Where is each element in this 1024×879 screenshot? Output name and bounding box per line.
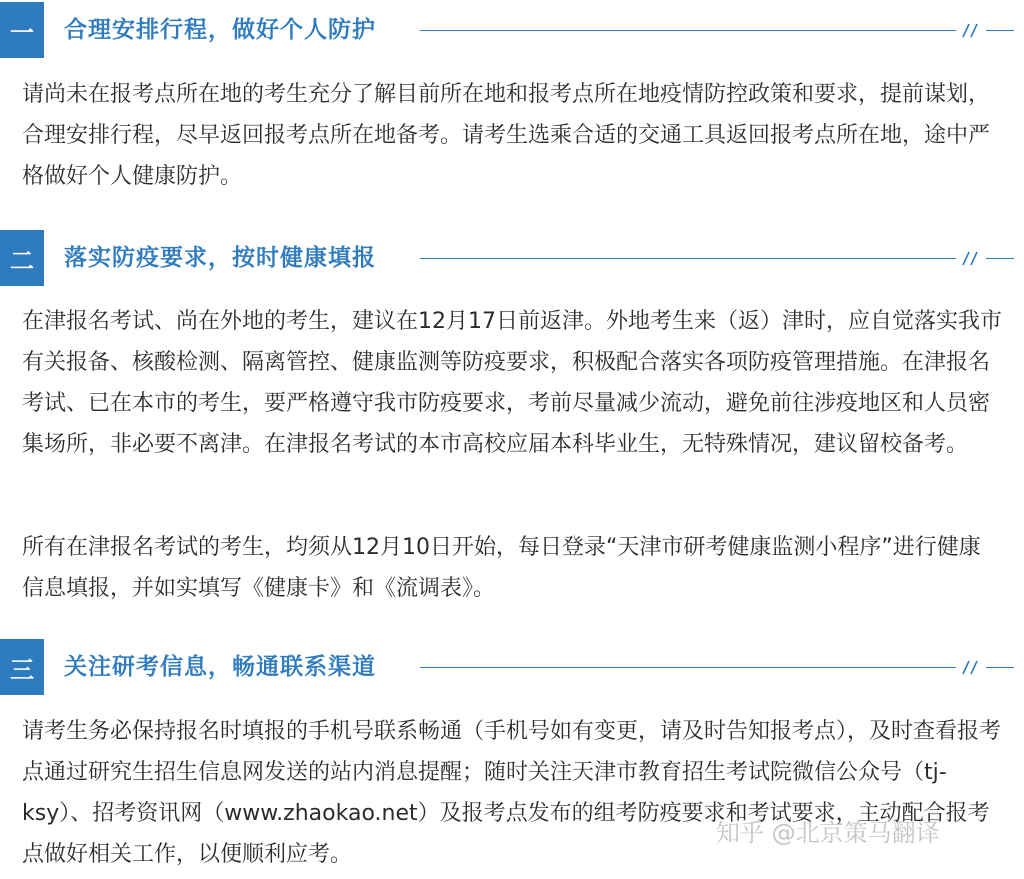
header-rule-end [986, 30, 1014, 31]
header-rule-line [420, 667, 956, 668]
section-header-1 [0, 2, 1024, 58]
double-slash-icon [958, 656, 984, 678]
section-header-3 [0, 639, 1024, 695]
header-rule-line [420, 258, 956, 259]
header-rule-line [420, 30, 956, 31]
section-1-paragraph-1: 请尚未在报考点所在地的考生充分了解目前所在地和报考点所在地疫情防控政策和要求，提前谋划，合理安排行程，尽早返回报考点所在地备考。请考生选乘合适的交通工具返回报考点所在地，途中严格做好个人健康防护。 [22, 82, 991, 189]
double-slash-icon [958, 247, 984, 269]
section-title-3: 关注研考信息，畅通联系渠道 [64, 654, 376, 680]
section-header-2 [0, 230, 1024, 286]
section-2-paragraph-1: 在津报名考试、尚在外地的考生，建议在12月17日前返津。外地考生来（返）津时，应自觉落实我市有关报备、核酸检测、隔离管控、健康监测等防疫要求，积极配合落实各项防疫管理措施。在津报名考试、已在本市的考生，要严格遵守我市防疫要求，考前尽量减少流动，避免前往涉疫地区和人员密集场所，非必要不离津。在津报名考试的本市高校应届本科毕业生，无特殊情况，建议留校备考。 [22, 309, 1002, 457]
header-rule-end [986, 667, 1014, 668]
section-number-1: 一 [0, 2, 44, 58]
double-slash-icon [958, 19, 984, 41]
header-rule-end [986, 258, 1014, 259]
section-title-2: 落实防疫要求，按时健康填报 [64, 245, 376, 271]
section-title-1: 合理安排行程，做好个人防护 [64, 17, 376, 43]
section-3-paragraph-1: 请考生务必保持报名时填报的手机号联系畅通（手机号如有变更，请及时告知报考点），及时查看报考点通过研究生招生信息网发送的站内消息提醒；随时关注天津市教育招生考试院微信公众号（tj-ksy）、招考资讯网（www.zhaokao.net）及报考点发布的组考防疫要求和考试要求，主动配合报考点做好相关工作，以便顺利应考。 [22, 719, 1002, 867]
section-2-paragraph-2: 所有在津报名考试的考生，均须从12月10日开始，每日登录“天津市研考健康监测小程序”进行健康信息填报，并如实填写《健康卡》和《流调表》。 [22, 535, 981, 601]
section-number-2: 二 [0, 230, 44, 286]
section-number-3: 三 [0, 639, 44, 695]
watermark: 知乎 @北京策马翻译 [716, 819, 940, 847]
